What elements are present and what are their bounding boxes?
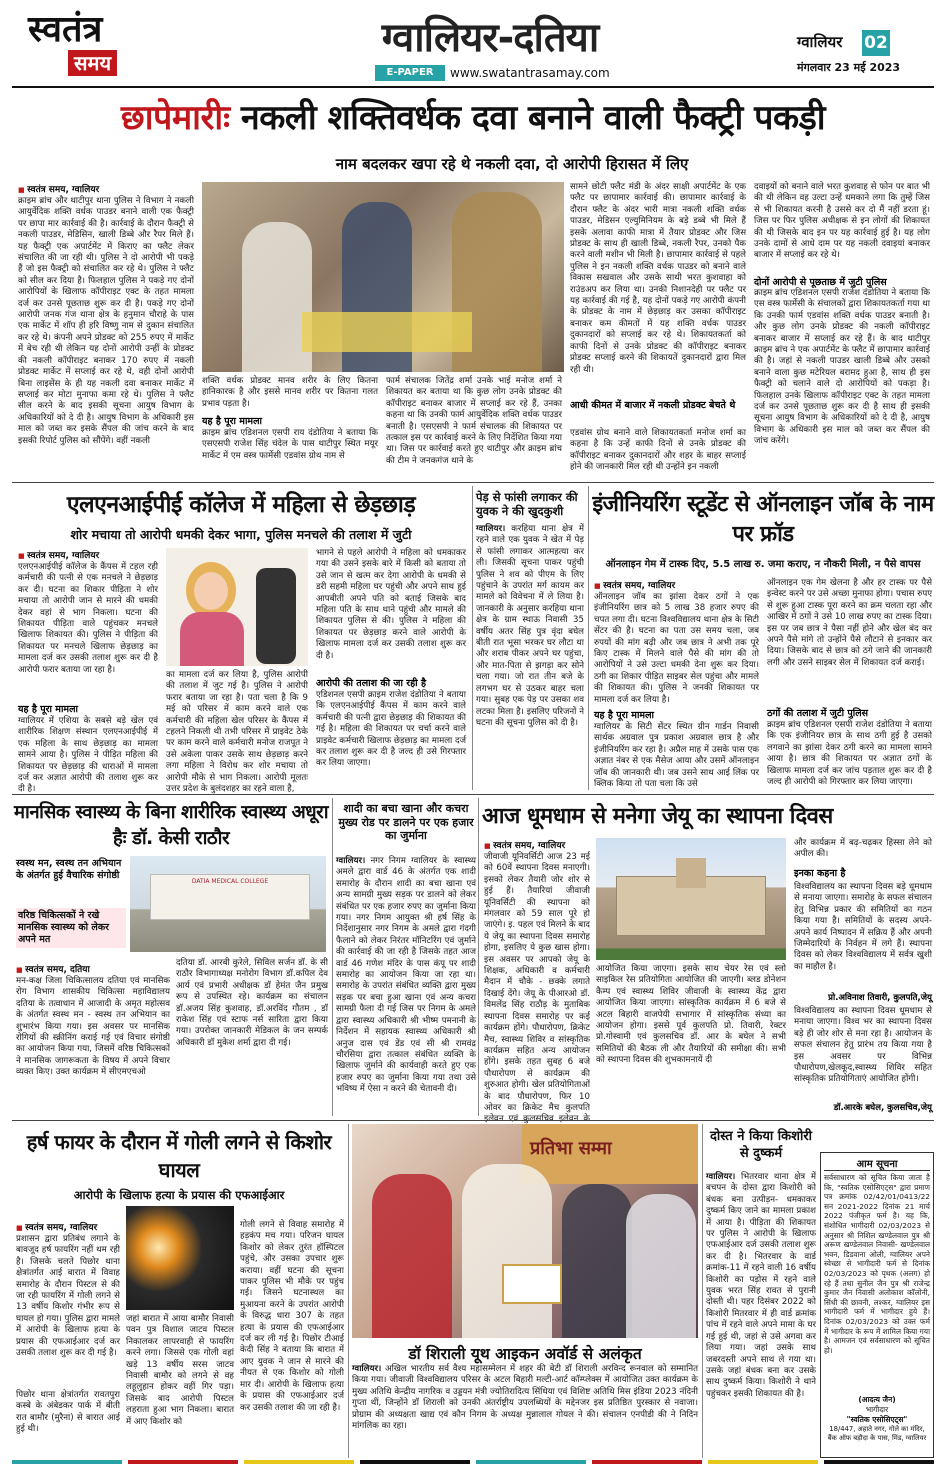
masthead-rule [12, 86, 934, 88]
story-friend-assault [706, 1124, 816, 1458]
divider-2 [12, 794, 934, 795]
story-online-job-fraud [592, 486, 934, 790]
story9-photo [352, 1124, 698, 1338]
story7-quote1-by: प्रो.अविनाश तिवारी, कुलपति,जेयू [828, 993, 932, 1003]
story1-headline-text: नकली शक्तिवर्धक दवा बनाने वाली फैक्ट्री पकड़ी [240, 98, 826, 138]
story7-col3: और कार्यक्रम में बढ़-चढ़कर हिस्सा लेने को अपील की। [794, 838, 932, 860]
story5-col1: मन-कक्ष जिला चिकित्सालय दतिया एवं मानसिक रोग विभाग शासकीय चिकित्सा महाविद्यालय दतिया के तत्वाधान में आजादी के अमृत महोत्सव के अंतर्गत स्वस्थ मन - स्वस्थ तन अभियान का शुभारंभ किया गया। इस अवसर पर मानसिक रोगियों की स्क्रीनिंग कराई गई एवं विचार संगोष्ठी का आयोजन किया गया, जिसमें वरिष्ठ चिकित्सकों ने मानसिक जागरूकता के विषय में अपने विचार व्यक्त किए। उक्त कार्यक्रम में सीएमएचओ [16, 976, 170, 1078]
story3-text [476, 524, 584, 786]
story5-byline: ■ स्वतंत्र समय, दतिया [16, 962, 90, 975]
story7-col3b: विश्वविद्यालय का स्थापना दिवस बड़े धूमधाम से मनाया जाएगा। समारोह के सफल संचालन हेतु विभिन्न प्रकार की समितियों का गठन किया गया है। समितियों के सदस्य अपने-अपने कार्य निष्पादन में सक्रिय हैं और अपनी जिम्मेदारियों के निर्वहन में लगे हैं। स्थापना दिवस को लेकर विश्वविद्यालय में सर्वत्र खुशी का माहौल है। [794, 882, 932, 972]
story1-col2: क्राइम ब्रांच एडिशनल एसपी राय दंडोतिया ने बताया कि एसएसपी राजेश सिंह चंदेल के पास थाटीपुर स्थित मयूर मार्केट में एम वस्त्र फार्मेसी एडवांस ग्रोथ नाम से [202, 428, 378, 461]
story7-photo [596, 838, 786, 960]
page-number: 02 [862, 30, 890, 56]
story4-deck: ऑनलाइन गेम में टास्क दिए, 5.5 लाख रु. जमा कराए, न नौकरी मिली, न पैसे वापस [605, 559, 921, 570]
epaper-label: E-PAPER [375, 65, 445, 81]
story4-subhead-1: यह है पूरा मामला [594, 710, 654, 721]
story8-headline: हर्ष फायर के दौरान में गोली लगने से किशोर घायल [26, 1130, 332, 1182]
public-notice [820, 1152, 934, 1458]
story1-subhead-2: आधी कीमत में बाजार में नकली प्रोडक्ट बेचते थे [570, 400, 736, 411]
story5-kicker-1: स्वस्थ मन, स्वस्थ तन अभियान के अंतर्गत हुई वैचारिक संगोष्ठी [16, 858, 122, 881]
story2-subhead-1: यह है पूरा मामला [18, 704, 78, 715]
story9-body: अखिल भारतीय सर्व वैश्य महासम्मेलन में शहर की बेटी डॉ शिराली अरविन्द रूनवाल को सम्मानित किया गया। जीवाजी विश्वविद्यालय परिसर के अटल बिहारी मल्टी-आर्ट कॉम्प्लेक्स में आयोजित उक्त कार्यक्रम के मुख्य अतिथि केन्द्रीय नागरिक व उड्डयन मंत्री ज्योतिरादित्य सिंधिया एवं विशिष्ट अतिथि मिस इंडिया 2023 नंदिनी गुप्ता थीं, जिन्होंने डॉ शिराली को उनकी अंतर्राष्ट्रीय उपलब्धियों के मद्देनजर इस प्रतिष्ठित पुरस्कार से नवाजा। प्रोग्राम की अध्यक्षता खाद्य एवं कौन निगम के अध्यक्ष मुन्नालाल गोयल ने की। संचालन एनपीडी की ने निदिन मांगलिक का रहा। [352, 1364, 698, 1432]
story2-col3: भागने से पहले आरोपी ने महिला को धमकाकर गया की उसने इसके बारे में किसी को बताया तो उसे जान से खत्म कर देगा आरोपी के धमकी से डरी सहमी महिला घर पहुंची और अपने साथ हुई आपबीती अपने पति को बताई जिसके बाद महिला पति के साथ थाने पहुंची और मामले की शिकायत पुलिस से की। पुलिस ने महिला की शिकायत पर छेड़छाड़ करने वाले आरोपी के खिलाफ मामला दर्ज कर उसकी तलाश शुरू कर दी है। [316, 548, 466, 661]
city-label: ग्वालियर [797, 33, 843, 51]
story10-byline: ग्वालियर। [706, 1172, 736, 1182]
story5-photo [130, 856, 326, 952]
story2-headline: एलएनआईपीई कॉलेज में महिला से छेड़छाड़ [66, 492, 416, 518]
story1-subhead-3: दोनों आरोपी से पूछताछ में जुटी पुलिस [754, 277, 887, 288]
logo-line-1: स्वतंत्र [28, 9, 103, 50]
story10-headline: दोस्त ने किया किशोरी से दुष्कर्म [709, 1129, 813, 1161]
story-youth-suicide [476, 486, 584, 790]
story10-text [706, 1172, 816, 1454]
issue-date: मंगलवार 23 मई 2023 [797, 61, 901, 74]
story5-col2: दतिया डॉ. आरबी कुरेले, सिविल सर्जन डॉ. के सी राठौर विभागाध्यक्ष मनोरोग विभाग डॉ.कपिल देव आर्य एवं प्रभारी अधीक्षक डॉ हेमंत जैन प्रमुख रूप से उपस्थित रहे। कार्यक्रम का संचालन डॉ.अजय सिंह कुशवाह, डॉ.अरविंद गौतम , डॉ राकेश सिंह एवं स्टाफ नर्स सारिता द्वारा किया गया। उपरोक्त जानकारी मेडिकल के जन सम्पर्क अधिकारी डॉ मुकेश शर्मा द्वारा दी गई। [176, 958, 328, 1048]
notice-sign-name: (आदत्य जैन) [858, 1395, 896, 1404]
story1-col1: क्राइम ब्रांच और थाटीपुर थाना पुलिस ने विभाग ने नकली आयुर्वेदिक शक्ति वर्धक पाउडर बनाने वाली एक फैक्ट्री पर छापा मार कार्रवाई की है। कार्रवाई के दौरान फैक्ट्री से नकली पाउडर, मेडिसिन, खाली डिब्बे और रैपर मिले हैं। यह फैक्ट्री एक अपार्टमेंट में किराए का फ्लैट लेकर संचालित की जा रही थी। पुलिस ने दो आरोपी भी पकड़े हैं जो इस फैक्ट्री को संचालित कर रहे थे। पुलिस ने फ्लैट को सील कर दिया है। फिलहाल पुलिस ने पकड़े गए दोनों आरोपियों के खिलाफ कॉपीराइट एक्ट के तहत मामला दर्ज कर उनसे पूछताछ शुरू कर दी है। पकड़े गए दोनों आरोपी जनक गंज थाना क्षेत्र के हनुमान चौराहे के पास एक मार्केट में शॉप ही हरि विष्णु नाम से दुकान संचालित कर रहे थे। कंपनी अपने प्रोडक्ट को 255 रुपए में मार्केट में बेच रही थी लेकिन यह दोनों आरोपी उन्हीं के प्रोडक्ट की नकली कॉपीराइट बनाकर 170 रुपए में नकली प्रोडक्ट मार्केट में सप्लाई कर रहे थे, वही दोनों आरोपी बिना लाइसेंस के ही यह नकली दवा बनाकर मार्केट में सप्लाई कर मोटा मुनाफा कमा रहे थे। पुलिस ने फ्लैट सील करने के बाद इसकी सूचना आयुष विभाग के अधिकारियों को दे दी है। आयुष विभाग के अधिकारी इस माल को जब्त कर इसके सैंपल की जांच करने के बाद इसकी रिपोर्ट पुलिस को सौंपेंगे। वहीं नकली [18, 196, 194, 446]
story10-body: भितरवार थाना क्षेत्र में बचपन के दोस्त द्वारा किशोरी को बंधक बना उत्पीड़न- धमकाकर दुष्कर्म किए जाने का मामला प्रकाश में आया है। पीड़िता की शिकायत पर पुलिस ने आरोपी के खिलाफ एफआईआर दर्ज उसकी तलाश शुरू कर दी है। भितरवार के वार्ड क्रमांक-11 में रहने वाली 16 वर्षीय किशोरी का पड़ोस में रहने वाले युवक भरत सिंह रावत से पुरानी दोस्ती थी। पहर दिसंबर 2022 को किशोरी मितरवार में ही वार्ड क्रमांक पांच में रहने वाले अपने मामा के घर गई हुई थी, जहां से उसे अगवा कर लिया गया। जहां उसके साथ जबरदस्ती अपने साथ ले गया था। उसके जहां बंधक बना कर उसके साथ दुष्कर्म किया। किशोरी ने थाने पहुंचकर इसकी शिकायत की है। [706, 1172, 816, 1399]
story1-byline: ■ स्वतंत्र समय, ग्वालियर [18, 182, 99, 195]
story1-col5b: क्राइम ब्रांच एडिशनल एसपी राजेश दंडोतिया ने बताया कि एस वस्त्र फार्मेसी के संचालकों द्वारा शिकायतकर्ता गया था कि उनकी फार्म एडवांस शक्ति वर्धक पाउडर बनाती है। और कुछ लोग उनके प्रोडक्ट की नकली कॉपीराइट बनाकर बाजार में सप्लाई कर रहे हैं। के बाद थाटीपुर क्राइम ब्रांच ने एक अपार्टमेंट के फ्लैट में छापामार कार्रवाई की है। जहां से नकली पाउडर खाली डिब्बे और उसको बनाने वाला कुछ मटेरियल बरामद हुआ है, साथ ही इस फैक्ट्री को चलाने वाले दो आरोपियों को पकड़ा है। फिलहाल उनके खिलाफ कॉपीराइट एक्ट के तहत मामला दर्ज कर उनसे पूछताछ शुरू कर दी है साथ ही इसकी सूचना आयुष विभाग के अधिकारियों को दे दी है, आयुष विभाग के अधिकारी इस माल को जब्त कर सैंपल की जांच करेंगे। [754, 288, 930, 447]
divider-v6 [702, 1124, 703, 1458]
story2-col1b: ग्वालियर में एशिया के सबसे बड़े खेल एवं शारीरिक शिक्षण संस्थान एलएनआईपीई में एक महिला के साथ छेड़छाड़ का मामला सामने आया है। पुलिस ने पीड़ित महिला की शिकायत पर छेड़छाड़ की धाराओं में मामला दर्ज कर अज्ञात आरोपी की तलाश शुरू कर दी है। [18, 716, 158, 795]
divider-v4 [478, 798, 479, 1116]
story2-col3b: एडिशनल एसपी क्राइम राजेश दंडोतिया ने बताया कि एलएनआईपीई कैंपस में काम करने वाले कर्मचारी की पत्नी द्वारा छेड़छाड़ की शिकायत की गई है। महिला की शिकायत पर चर्चा करने वाले प्राइवेट कर्मचारी खिलाफ छेड़छाड़ का मामला दर्ज कर तलाश शुरू कर दी है जल्द ही उसे गिरफ्तार कर लिया जाएगा। [316, 690, 466, 769]
logo-line-2: समय [68, 50, 117, 76]
divider-3 [12, 1120, 934, 1121]
story1-photo [202, 182, 564, 372]
divider-v3 [332, 798, 333, 1116]
story-ju-foundation-day [482, 798, 934, 1116]
story7-col3c: विश्वविद्यालय का स्थापना दिवस धूमधाम से मनाया जाएगा। विश्व भर का स्थापना दिवस बड़े ही जोर शोर से मना रहा है। आयोजन के सफल संचालन हेतु प्रारंभ तय किया गया है इस अवसर पर विभिन्न पौधारोपण,खेलकूद,स्वास्थ्य शिविर सहित सांस्कृतिक प्रतियोगिताएं आयोजित होंगी। [794, 1006, 932, 1085]
notice-title: आम सूचना [824, 1156, 930, 1171]
story9-banner-text: प्रतिभा सम्मा [530, 1138, 612, 1159]
story8-col1b: पिछोर थाना क्षेत्रांतर्गत रावतपुरा कस्बे के अंबेडकर पार्क में बीती रात बामौर (मुरैना) से बारात आई हुई थी। [16, 1390, 120, 1435]
story-wedding-waste-fine [336, 798, 476, 1116]
story2-deck: शोर मचाया तो आरोपी धमकी देकर भागा, पुलिस मनचले की तलाश में जुटी [70, 527, 412, 542]
story-youth-icon-award [352, 1124, 700, 1458]
divider-v5 [348, 1124, 349, 1458]
story3-body: करहिया थाना क्षेत्र में रहने वाले एक युवक ने खेत में पेड़ से फांसी लगाकर आत्महत्या कर ली। जिसकी सूचना पाकर पहुंची पुलिस ने शव को पीएम के लिए पहुंचाने के उपरांत मर्ग कायम कर मामले को विवेचना में ले लिया है। जानकारी के अनुसार करहिया थाना क्षेत्र के ग्राम स्थाऊ निवासी 35 वर्षीय अतर सिंह पुत्र वृंदा बघेल बीती रात भूसा भरकर घर लौटा था और शराब पीकर अपने घर पहुंचा, और मात-पिता से झगड़ा कर सोने चला गया। जो रात तीन बजे के लगभग घर से उठकर बाहर चला गया। सुबह एक पेड़ पर उसका शव लटका मिला है। इसलिए परिजनों ने घटना की सूचना पुलिस को दी है। [476, 524, 585, 728]
story8-photo [126, 1206, 234, 1310]
print-color-bar [12, 1460, 934, 1464]
divider-v2 [588, 486, 589, 790]
story4-col1: ऑनलाइन जॉब का झांसा देकर ठगों ने एक इंजीनियरिंग छात्र को 5 लाख 38 हजार रुपए की चपत लगा दी। घटना विश्वविद्यालय थाना क्षेत्र के सिटी सेंटर की है। घटना का पता उस समय चला, जब रुपयों की मांग बढ़ी और जब छात्र ने अभी तक पूरे किए टास्क में मिलने वाले पैसे की मांग की तो आरोपियों ने उसे उल्टा धमकी देना शुरू कर दिया। ठगी का शिकार पीड़ित साइबर सेल पहुंचा और मामले की शिकायत की। पुलिस ने जनकी शिकायत पर मामला दर्ज कर लिया है। [594, 592, 759, 705]
story1-col3: फार्म संचालक जितेंद्र शर्मा उनके भाई मनोज शर्मा ने शिकायत कर बताया था कि कुछ लोग उनके प्रोडक्ट की कॉपीराइट बनाकर बाजार में सप्लाई कर रहे हैं, उनका कहना था कि उनकी फार्म आयुर्वेदिक शक्ति वर्धक पाउडर बनाती है। एसएसपी ने फार्म संचालक की शिकायत पर तत्काल इस पर कार्रवाई करने के लिए निर्देशित किया गया था। जिस पर कार्रवाई करते हुए थाटीपुर और क्राइम ब्रांच की टीम ने जनकगंज थाने के [386, 376, 562, 466]
masthead [0, 0, 945, 88]
story4-col1b: ग्वालियर के सिटी सेंटर स्थित ग्रीन गार्डन निवासी सार्थक अग्रवाल पुत्र प्रकाश अग्रवाल छात्र है और इंजीनियरिंग कर रहा है। अप्रैल माह में उसके पास एक अज्ञात नंबर से एक मैसेज आया और उसमें ऑनलाइन जॉब की जानकारी थी। जब उसने साथ आई लिंक पर क्लिक किया तो पता चला कि उसे [594, 722, 759, 790]
story6-headline: शादी का बचा खाना और कचरा मुख्य रोड पर डालने पर एक हजार का जुर्माना [338, 802, 474, 842]
edition-title: ग्वालियर-दतिया [381, 15, 599, 61]
story-fake-medicine-factory [12, 92, 934, 478]
story7-quote2-by: डॉ.आरके बघेल, कुलसचिव,जेयू [833, 1103, 932, 1113]
story-lnipe-harassment [12, 486, 470, 795]
story6-body: नगर निगम ग्वालियर के स्वास्थ्य अमले द्वारा वार्ड 46 के अंतर्गत एक शादी समारोह के दौरान शादी का बचा खाना एवं अन्य सामग्री मुख्य सड़क पर डालने को लेकर संबंधित पर एक हजार रुपए का जुर्माना किया गया। नगर निगम आयुक्त श्री हर्ष सिंह के निर्देशानुसार नगर निगम के अमले द्वारा गंदगी फैलाने को लेकर निरंतर मॉनिटरिंग एवं जुर्माने की कार्रवाई की जा रही है जिसके तहत आज वार्ड 46 गणेश मंदिर के पास कंपू पर शादी समारोह का आयोजन किया जा रहा था। समारोह के उपरांत संबंधित व्यक्ति द्वारा मुख्य सड़क पर बचा हुआ खाना एवं अन्य कचरा सामग्री फैला दी गई जिस पर निगम के अमले द्वारा स्वास्थ्य अधिकारी श्री भीष्म पमनानी के निर्देशन में सहायक स्वास्थ्य अधिकारी श्री अनुज दास एवं डेंड एवं सी श्री रामवंद्र चौरसिया द्वारा तत्काल संबंधित व्यक्ति के खिलाफ जुर्माने की कार्यवाही करते हुए एक हजार रुपए का जुर्माना किया गया तथा उसे भविष्य में ऐसा न करने की चेतावनी दी। [336, 856, 476, 1095]
story8-col3: गोली लगने से विवाह समारोह में हड़कंप मच गया। परिजन घायल किशोर को लेकर तुरंत हॉस्पिटल पहुंचे, और उसका उपचार शुरू कराया। वहीं घटना की सूचना पाकर पुलिस भी मौके पर पहुंच गई। जिसने घटनास्थल का मुआयना करने के उपरांत आरोपी के विरुद्ध धारा 307 के तहत हत्या के प्रयास की एफआईआर दर्ज कर ली गई है। पिछोर टीआई केदी सिंह ने बताया कि बारात में आए युवक ने जान से मारने की नीयत से एक किशोर को गोली मार दी। आरोपी के खिलाफ हत्या के प्रयास की एफआईआर दर्ज कर उसकी तलाश की जा रही है। [240, 1220, 344, 1413]
story-mental-health [12, 798, 330, 1116]
divider-v1 [472, 486, 473, 790]
divider-1 [12, 482, 934, 483]
story8-deck: आरोपी के खिलाफ हत्या के प्रयास की एफआईआर [73, 1188, 285, 1202]
story6-text [336, 856, 476, 1112]
website-link[interactable]: www.swatantrasamay.com [450, 66, 610, 80]
logo [28, 10, 128, 82]
story8-byline: ■ स्वतंत्र समय, ग्वालियर [16, 1220, 97, 1233]
story1-col4b: एडवांस ग्रोथ बनाने वाले शिकायतकर्ता मनोज शर्मा का कहना है कि उन्हें काफी दिनों से उनके प्रोडक्ट की कॉपीराइट बनाकर दुकानदारों और शहर के बाहर सप्लाई होने की जानकारी मिल रही थी उन्होंने इन नकली [570, 428, 746, 473]
notice-text: सर्वसाधारण को सूचित किया जाता है कि, "स्वतिक एसोसिएट्स" द्वारा प्रमाण पत्र क्रमांक 02/42/01/0413/22 सन 2021-2022 दिनांक 21 मार्च 2022 पंजीकृत फर्म है। यह कि, संशोधित भागीदारी 02/03/2023 से अनुसार श्री निशिल खण्डेलवाल पुत्र श्री अरूण खण्डेलवाल निवासी- खण्डेलवाल भवन, डिडवाना ओली, ग्वालियर अपने स्वेच्छा से भागीदारी फर्म से दिनांक 02/03/2023 को पृथक (अलग) हो रहे हैं तथा सुनील जैन पुत्र श्री राजेन्द्र कुमार जैन निवासी अलोकाश कॉलोनी, सिंधी की छावनी, लश्कर, ग्वालियर इस भागीदारी फर्म में भागीदार हुये हैं। दिनांक 02/03/2023 को उक्त फर्म में भागीदार के रूप में शामिल किया गया है। आमजन एवं सर्वसाधारण को सूचित हो। [824, 1173, 930, 1355]
story2-subhead-2: आरोपी की तलाश की जा रही है [316, 678, 426, 689]
story2-illustration [166, 548, 308, 666]
story7-byline: ■ स्वतंत्र समय, ग्वालियर [484, 838, 565, 851]
story5-headline: मानसिक स्वास्थ्य के बिना शारीरिक स्वास्थ्य अधूरा हैः डॉ. केसी राठौर [13, 802, 328, 849]
story1-headline-kicker: छापेमारीः [120, 98, 230, 138]
story1-subhead-1: यह है पूरा मामला [202, 416, 262, 427]
story3-byline: ग्वालियर। [476, 524, 506, 534]
story1-headline [12, 98, 934, 138]
story4-col2: ऑनलाइन एक गेम खेलना है और हर टास्क पर पैसे इन्वेस्ट करने पर उसे अच्छा मुनाफा होगा। पचास रुपए से शुरू हुआ टास्क पूरा करने का क्रम चलता रहा और आखिर में ठगों ने उसे 10 लाख रुपए का टास्क दिया। इस पर जब छात्र ने पैसा नहीं होने और खेल बंद कर अपने पैसे मांगे तो उन्होंने पैसे लौटाने से इनकार कर दिया। जिसके बाद से छात्र को ठगे जाने की जानकारी लगी और उसने साइबर सेल में शिकायत दर्ज कराई। [767, 578, 932, 668]
story7-col2: आयोजित किया जाएगा। इसके साथ चेयर रेस एवं स्लो साइकिल रेस प्रतियोगिता आयोजित की जाएगी। ब्लड डोनेशन कैम्प एवं स्वास्थ्य शिविर जीवाजी के स्वास्थ्य केंद्र द्वारा आयोजित किया जाएगा। सांस्कृतिक कार्यक्रम में 6 बजे से अटल बिहारी वाजपेयी सभागार में सांस्कृतिक संध्या का आयोजन होगा। इससे पूर्व कुलपति प्रो. तिवारी, रेक्टर प्रो.गोस्वामी एवं कुलसचिव डॉ. आर के बघेल ने सभी समितियों की बैठक ली और तैयारियों की समीक्षा की। सभी को स्थापना दिवस की शुभकामनायें दी [596, 964, 786, 1066]
story9-text [352, 1364, 698, 1454]
story9-byline: ग्वालियर। [352, 1364, 382, 1374]
story2-byline: ■ स्वतंत्र समय, ग्वालियर [18, 548, 99, 561]
story4-subhead-2: ठगों की तलाश में जुटी पुलिस [767, 708, 869, 719]
story7-subhead-1: इनका कहना है [794, 868, 846, 879]
story1-deck: नाम बदलकर खपा रहे थे नकली दवा, दो आरोपी हिरासत में लिए [335, 155, 689, 173]
notice-sign-firm: "स्वतिक एसोसिएट्स" [846, 1415, 908, 1424]
story4-col2b: क्राइम ब्रांच एडिशनल एसपी राजेश दंडोतिया ने बताया कि एक इंजीनियर छात्र के साथ ठगी हुई है उसको लगवाने का झांसा देकर ठगी करने का मामला सामने आया है। छात्र की शिकायत पर अज्ञात ठगों के खिलाफ मामला दर्ज कर जांच पड़ताल शुरू कर दी है जल्द ही आरोपी को गिरफ्तार कर लिया जाएगा। [767, 720, 932, 788]
story4-headline: इंजीनियरिंग स्टूडेंट से ऑनलाइन जॉब के नाम पर फ्रॉड [592, 492, 934, 547]
story5-kicker-2: वरिष्ठ चिकित्सकों ने रखे मानसिक स्वास्थ्य को लेकर अपने मत [16, 908, 126, 948]
story7-headline: आज धूमधाम से मनेगा जेयू का स्थापना दिवस [482, 804, 833, 829]
story5-photo-sign: DATIA MEDICAL COLLEGE [191, 878, 269, 885]
story8-col1: प्रशासन द्वारा प्रतिबंध लगाने के बावजूद हर्ष फायरिंग नहीं थम रही है। जिसके चलते पिछोर थाना क्षेत्रांतर्गत आई बारात में विवाह समारोह के दौरान पिस्टल से की जा रही फायरिंग में गोली लगने से 13 वर्षीय किशोर गंभीर रूप से घायल हो गया। पुलिस द्वारा मामले में आरोपी के खिलाफ हत्या के प्रयास की एफआईआर दर्ज कर उसकी तलाश शुरू कर दी गई है। [16, 1234, 120, 1359]
story-celebratory-firing [12, 1124, 346, 1458]
story1-col5: दवाइयों को बनाने वाले भरत कुशवाह से फोन पर बात भी की थी लेकिन वह उल्टा उन्हें धमकाने लगा कि तुम्हें जिस से भी शिकायत करनी है उससे कर दो मैं नहीं डरता हूं। जिस पर फिर पुलिस अधीक्षक से इन लोगों की शिकायत की थी जिसके बाद इन पर यह कार्रवाई हुई है। यह लोग उनके दामों से आधे दाम पर यह नकली दवाइयां बनाकर बाजार में सप्लाई कर रहे थे। [754, 182, 930, 261]
story6-byline: ग्वालियर। [336, 856, 366, 866]
story9-headline: डॉ शिराली यूथ आइकन अवॉर्ड से अलंकृत [408, 1345, 642, 1363]
story2-col1: एलएनआईपीई कॉलेज के कैंपस में टहल रही कर्मचारी की पत्नी से एक मनचले ने छेड़छाड़ कर दी। घटना का शिकार पीड़िता ने शोर मचाया तो आरोपी जान से मारने की धमकी देकर वहां से भाग निकला। घटना की शिकायत पीड़िता वाले पहुंचकर मनचले खिलाफ शिकायत की। पुलिस ने पीड़िता की शिकायत पर मनचले खिलाफ छेड़छाड़ का मामला दर्ज कर उसकी तलाश शुरू कर दी है आरोपी फरार बताया जा रहा है। [18, 562, 158, 675]
story3-headline: पेड़ से फांसी लगाकर की युवक ने की खुदकुशी [476, 490, 578, 518]
story1-photo-caption: शक्ति वर्धक प्रोडक्ट मानव शरीर के लिए कितना हानिकारक है और इससे मानव शरीर पर कितना गलत प्रभाव पड़ता है। [202, 376, 378, 409]
story8-col2: जहां बारात में आया बामौर निवासी पवन पुत्र विशाल जाटव पिस्टल निकालकर लापरवाही से फायरिंग करने लगा। जिससे एक गोली वहां खड़े 13 वर्षीय सरस जाटव निवासी बामौर को लगने से वह लहूलुहान होकर वहीं गिर पड़ा। जिसके बाद आरोपी पिस्टल लहराता हुआ भाग निकला। बारात में आए किशोर को [126, 1314, 234, 1427]
notice-sign-role: भागीदार [865, 1405, 889, 1414]
notice-sign-address: 18/447, अहाते नगर, गोले का मंदिर, बैंक ऑफ बड़ौदा के पास, मिंड, ग्वालियर [827, 1425, 927, 1442]
story2-col2: का मामला दर्ज कर लिया है, पुलिस आरोपी की तलाश में जुट गई है। पुलिस ने आरोपी फरार बताया जा रहा है। पता चला है कि 9 मई को परिसर में काम करने वाले एक कर्मचारी की महिला खेल परिसर के कैंपस में टहलने निकली थी तभी परिसर में प्राइवेट ठेके पर काम करने वाले कर्मचारी मनोज राजपूत ने उसे अकेला पाकर उसके साथ छेड़छाड़ करने लगा महिला ने विरोध कर शोर मचाया तो आरोपी मौके से भाग निकला। आरोपी मूलतः उत्तर प्रदेश के बुलंदशहर का रहने वाला है, [166, 670, 308, 795]
story4-byline: ■ स्वतंत्र समय, ग्वालियर [594, 578, 675, 591]
story1-col4: सामने छोटी फ्लैट मंडी के अंदर साक्षी अपार्टमेंट के एक फ्लैट पर छापामार कार्रवाई की। छापामार कार्रवाई के दौरान फ्लैट के अंदर भारी मात्रा नकली शक्ति वर्धक पाउडर, मेडिसन एल्युमिनियम के बड़े डब्बे भी मिले हैं इसके अलावा काफी मात्रा में तैयार प्रोडक्ट और जिस प्रोडक्ट के साथ ही खाली डिब्बे, नकली रैपर, उनको पैक करने वाली मशीन भी मिली है। छापामार कार्रवाई से पहले पुलिस ने इन नकली शक्ति वर्धक पाउडर को बनाने वाले विकास सखवाल और उसके साथी भरत कुशवाहा को राउंडअप कर लिया था। उनकी निशानदेही पर फ्लैट पर यह कार्रवाई की गई है, यह दोनों पकड़े गए आरोपी कंपनी के प्रोडक्ट के नाम में छेड़छाड़ कर उसका कॉपीराइट बनाकर कम कीमतों में यह शक्ति वर्धक पाउडर दुकानदारों को सप्लाई कर रहे थे। शिकायतकर्ता को काफी दिनों से उनके प्रोडक्ट की कॉपीराइट बनाकर प्रोडक्ट सप्लाई करने की शिकायतें दुकानदारों द्वारा मिल रही थी। [570, 182, 746, 375]
story7-col1: जीवाजी यूनिवर्सिटी आज 23 मई को 60वें स्थापना दिवस मनाएगी। इसको लेकर तैयारी जोर शोर से हुई हैं। तैयारियां जीवाजी यूनिवर्सिटी की स्थापना को मंगलवार को 59 साल पूरे हो जाएंगे। इ. पहल एवं मिलने के बाद ये जेयू का स्थापना दिवस समारोह होगा, इसलिए ये कुछ खास होगा। इस अवसर पर आपको जेयू के शिक्षक, अधिकारी व कर्मचारी मैदान में चौके - छक्के लगाते दिखाई देंगे। जेयू के पीआरओ डॉ. विमलेंद्र सिंह राठौड़ के मुताबिक स्थापना दिवस समारोह पर कई कार्यक्रम होंगे। पौधारोपण, क्रिकेट मैच, स्वास्थ्य शिविर व सांस्कृतिक कार्यक्रम सहित अन्य आयोजन होंगे। इसके तहत सुबह 6 बजे पौधारोपण से कार्यक्रम की शुरुआत होगी। खेल प्रतियोगिताओं के बाद पौधारोपण, फिर 10 ओवर का क्रिकेट मैच कुलपति [484, 852, 590, 1113]
